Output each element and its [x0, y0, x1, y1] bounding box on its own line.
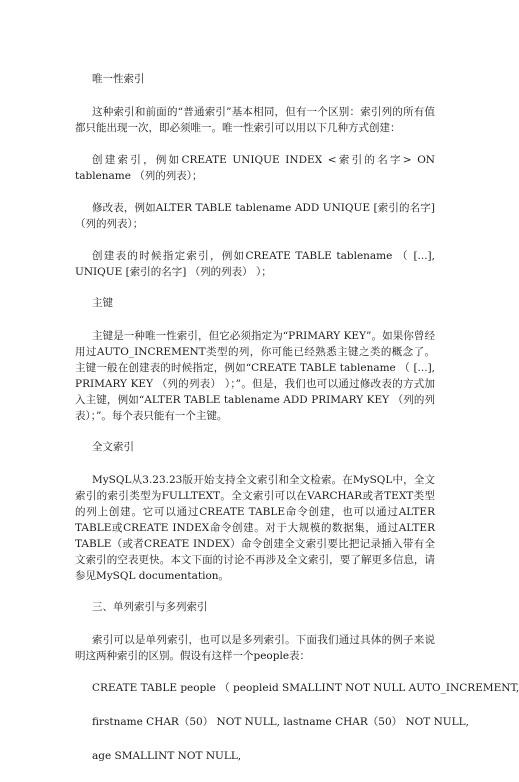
- paragraph-create-table-unique: 创建表的时候指定索引，例如CREATE TABLE tablename （ [...], UNIQUE [索引的名字] （列的列表） ）；: [75, 250, 435, 278]
- section-heading-unique-index: 唯一性索引: [92, 73, 145, 85]
- section-heading-fulltext-index: 全文索引: [92, 441, 134, 453]
- code-line-create-table: CREATE TABLE people （ peopleid SMALLINT NOT NULL AUTO_INCREMENT,: [92, 682, 519, 694]
- section-heading-single-multi-column: 三、单列索引与多列索引: [92, 601, 208, 613]
- paragraph-alter-table-unique: 修改表，例如ALTER TABLE tablename ADD UNIQUE [索引的名字] （列的列表）；: [75, 202, 435, 230]
- paragraph-fulltext-index: MySQL从3.23.23版开始支持全文索引和全文检索。在MySQL中，全文索引的索引类型为FULLTEXT。全文索引可以在VARCHAR或者TEXT类型的列上创建。它可以通过CREATE TABLE命令创建，也可以通过ALTER TABLE或CREATE INDEX命令创建。对于大规模的数据集，通过ALTER TABLE（或者CREATE INDEX）命令创建全文索引要比把记录插入带有全文索引的空表更快。本文下面的讨论不再涉及全文索引，要了解更多信息，请参见MySQL documentation。: [75, 474, 435, 582]
- paragraph-primary-key: 主键是一种唯一性索引，但它必须指定为“PRIMARY KEY”。如果你曾经用过AUTO_INCREMENT类型的列，你可能已经熟悉主键之类的概念了。主键一般在创建表的时候指定，例如“CREATE TABLE tablename （ [...], PRIMARY KEY （列的列表） ）；”。但是，我们也可以通过修改表的方式加入主键，例如“ALTER TABLE tablename ADD PRIMARY KEY （列的列表）；”。每个表只能有一个主键。: [75, 330, 435, 422]
- paragraph-create-unique-index: 创建索引，例如CREATE UNIQUE INDEX <索引的名字> ON tablename （列的列表）；: [75, 154, 435, 182]
- document-body: [75, 72, 519, 782]
- paragraph-single-multi-column: 索引可以是单列索引，也可以是多列索引。下面我们通过具体的例子来说明这两种索引的区别。假设有这样一个people表：: [75, 634, 435, 662]
- paragraph-unique-index-intro: 这种索引和前面的“普通索引”基本相同，但有一个区别：索引列的所有值都只能出现一次，即必须唯一。唯一性索引可以用以下几种方式创建：: [75, 106, 435, 134]
- code-line-age-column: age SMALLINT NOT NULL,: [92, 750, 242, 762]
- code-line-name-columns: firstname CHAR（50） NOT NULL, lastname CHAR（50） NOT NULL,: [92, 716, 469, 728]
- section-heading-primary-key: 主键: [92, 297, 113, 309]
